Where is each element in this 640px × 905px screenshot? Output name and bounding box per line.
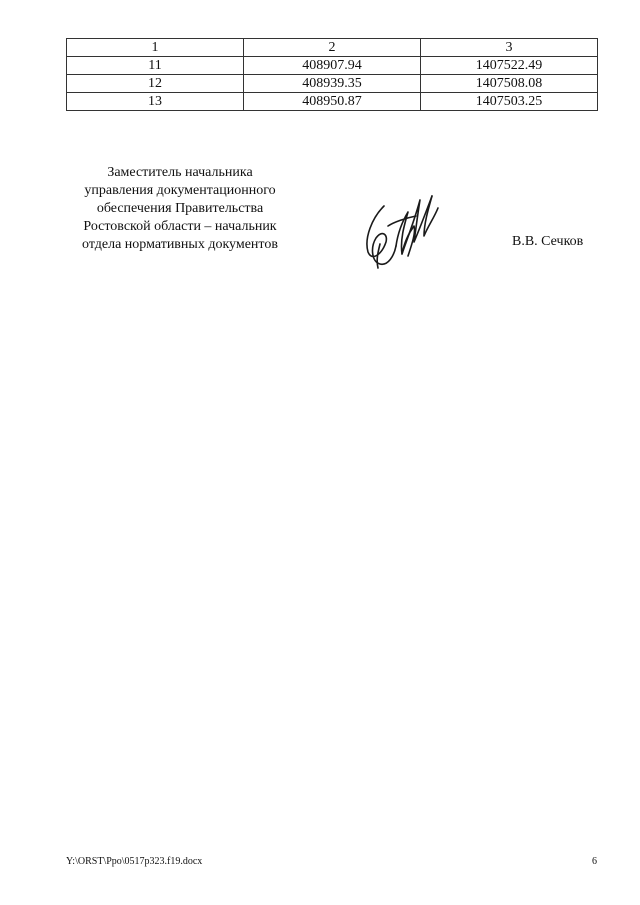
handwritten-signature [358,182,444,270]
signer-name: В.В. Сечков [512,234,584,249]
table-cell: 1407522.49 [421,57,598,75]
table-cell: 408950.87 [244,93,421,111]
coordinates-table [66,38,598,111]
table-cell: 408939.35 [244,75,421,93]
table-row [67,93,598,111]
table-cell: 1407508.08 [421,75,598,93]
header-cell: 2 [244,39,421,57]
signer-position-line: Заместитель начальника [107,165,253,180]
table-header-row [67,39,598,57]
table-cell: 1407503.25 [421,93,598,111]
signer-position-line: отдела нормативных документов [82,237,278,252]
header-cell: 1 [67,39,244,57]
page-number: 6 [592,856,597,867]
header-cell: 3 [421,39,598,57]
table-cell: 12 [67,75,244,93]
table-cell: 13 [67,93,244,111]
signer-position-line: обеспечения Правительства [96,201,264,216]
signer-position-line: Ростовской области – начальник [83,219,277,234]
footer-file-path: Y:\ORST\Ppo\0517p323.f19.docx [66,856,203,867]
table-row [67,57,598,75]
signer-position-line: управления документационного [84,183,276,198]
table-cell: 11 [67,57,244,75]
signer-position [62,164,298,254]
table-cell: 408907.94 [244,57,421,75]
table-row [67,75,598,93]
